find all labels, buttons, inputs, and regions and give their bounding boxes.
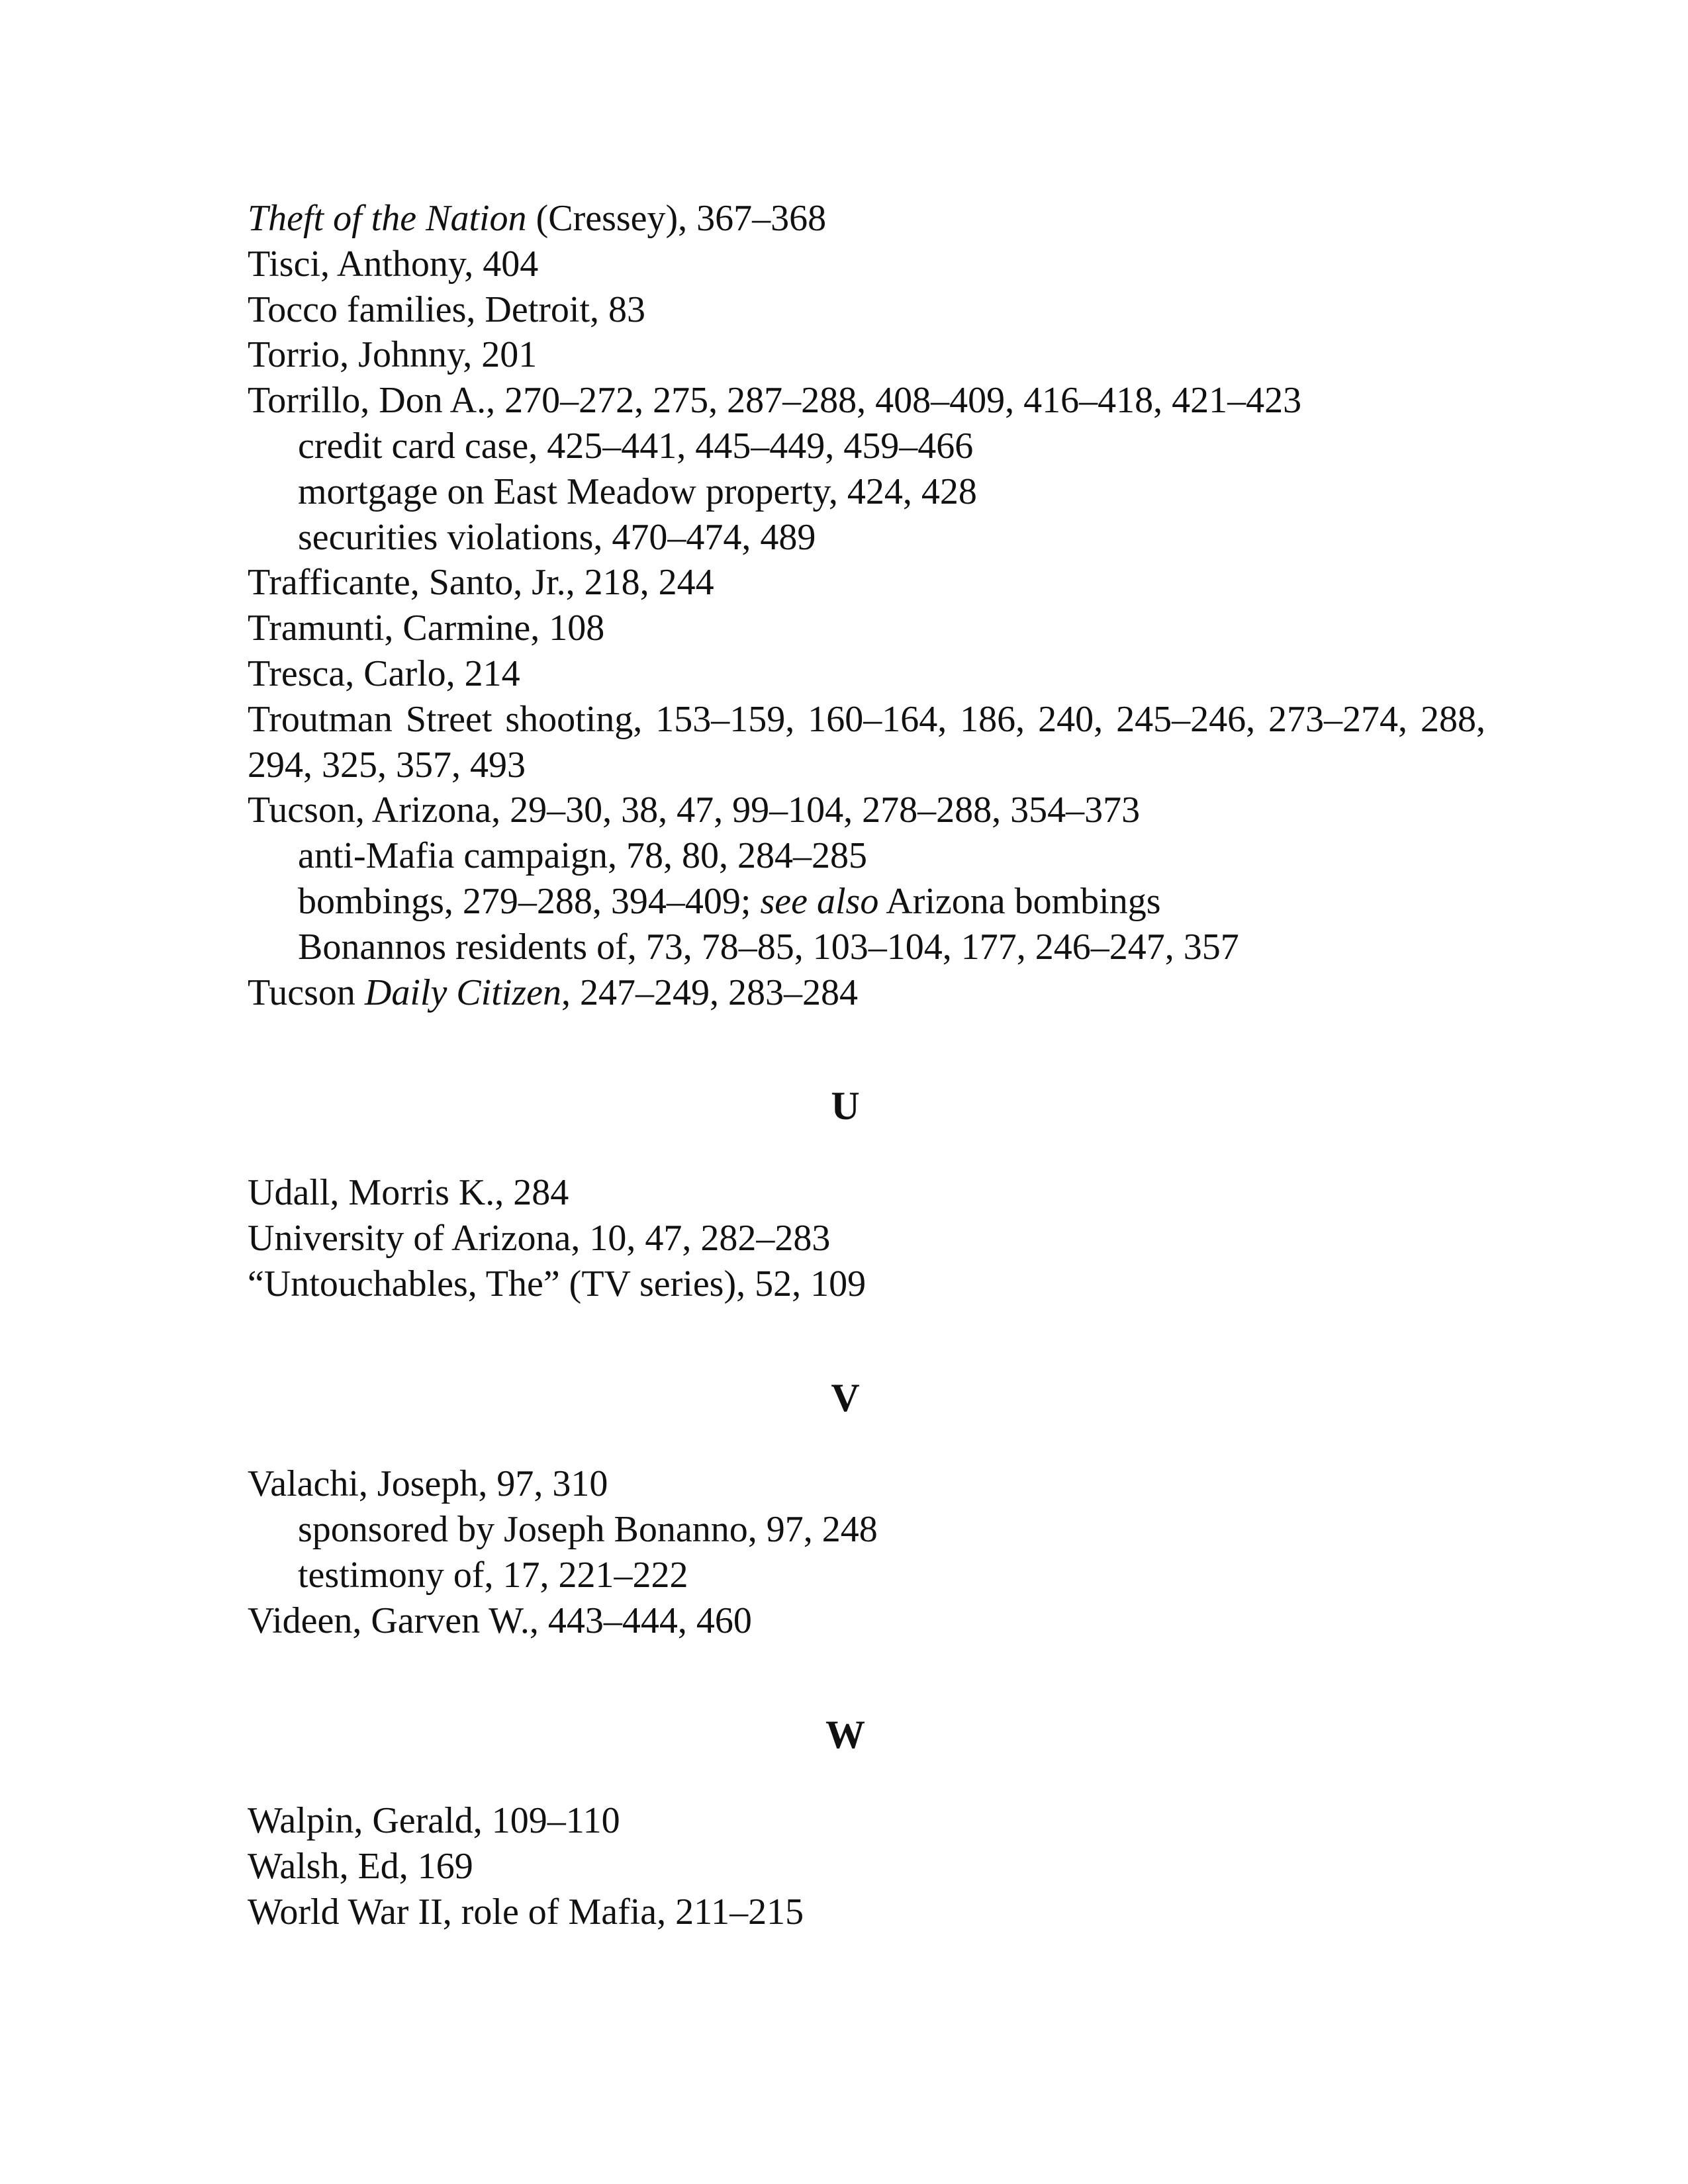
index-entry: Torrillo, Don A., 270–272, 275, 287–288, 408–409, 416–418, 421–423 [248, 380, 1302, 422]
index-entry [248, 970, 1485, 1016]
index-subentry: anti-Mafia campaign, 78, 80, 284–285 [298, 835, 868, 877]
index-entry: Tocco families, Detroit, 83 [248, 289, 646, 330]
entry-text: bombings, 279–288, 394–409; [298, 880, 761, 922]
section-letter-w: W [825, 1712, 865, 1756]
index-entry: Tramunti, Carmine, 108 [248, 608, 605, 649]
entry-text: (Cressey), 367–368 [526, 198, 827, 239]
index-entry: Tucson, Arizona, 29–30, 38, 47, 99–104, 278–288, 354–373 [248, 790, 1141, 831]
index-entry [248, 196, 1485, 242]
index-entry: Walsh, Ed, 169 [248, 1846, 473, 1888]
entry-title-italic: Daily Citizen [364, 972, 561, 1013]
entry-text: Tucson [248, 972, 365, 1013]
index-subentry: credit card case, 425–441, 445–449, 459–466 [298, 425, 974, 467]
index-entry: University of Arizona, 10, 47, 282–283 [248, 1217, 831, 1259]
index-subentry: sponsored by Joseph Bonanno, 97, 248 [298, 1509, 878, 1551]
index-entry: Tisci, Anthony, 404 [248, 243, 539, 285]
index-entry: “Untouchables, The” (TV series), 52, 109 [248, 1263, 867, 1304]
index-entry: Torrio, Johnny, 201 [248, 334, 538, 376]
entry-title-italic: Theft of the Nation [248, 198, 527, 239]
index-subentry [248, 879, 1485, 925]
index-subentry: securities violations, 470–474, 489 [298, 516, 816, 558]
index-entry: Troutman Street shooting, 153–159, 160–164, 186, 240, 245–246, 273–274, 288, 294, 325, 357, 493 [248, 698, 1485, 786]
index-entry: Tresca, Carlo, 214 [248, 653, 520, 694]
section-letter-v: V [831, 1375, 860, 1420]
index-entry: Udall, Morris K., 284 [248, 1172, 569, 1214]
index-entry: Walpin, Gerald, 109–110 [248, 1800, 620, 1842]
index-entry: Videen, Garven W., 443–444, 460 [248, 1600, 752, 1641]
index-entry: Valachi, Joseph, 97, 310 [248, 1463, 608, 1505]
index-subentry: mortgage on East Meadow property, 424, 428 [298, 471, 977, 512]
index-entry: Trafficante, Santo, Jr., 218, 244 [248, 562, 714, 604]
index-entry: World War II, role of Mafia, 211–215 [248, 1891, 804, 1933]
entry-text: , 247–249, 283–284 [561, 972, 858, 1013]
section-letter-u: U [831, 1084, 860, 1128]
index-subentry: testimony of, 17, 221–222 [298, 1554, 688, 1596]
see-also-italic: see also [760, 880, 879, 922]
index-subentry: Bonannos residents of, 73, 78–85, 103–104, 177, 246–247, 357 [298, 926, 1239, 968]
entry-text: Arizona bombings [878, 880, 1161, 922]
index-page [248, 196, 1485, 1935]
